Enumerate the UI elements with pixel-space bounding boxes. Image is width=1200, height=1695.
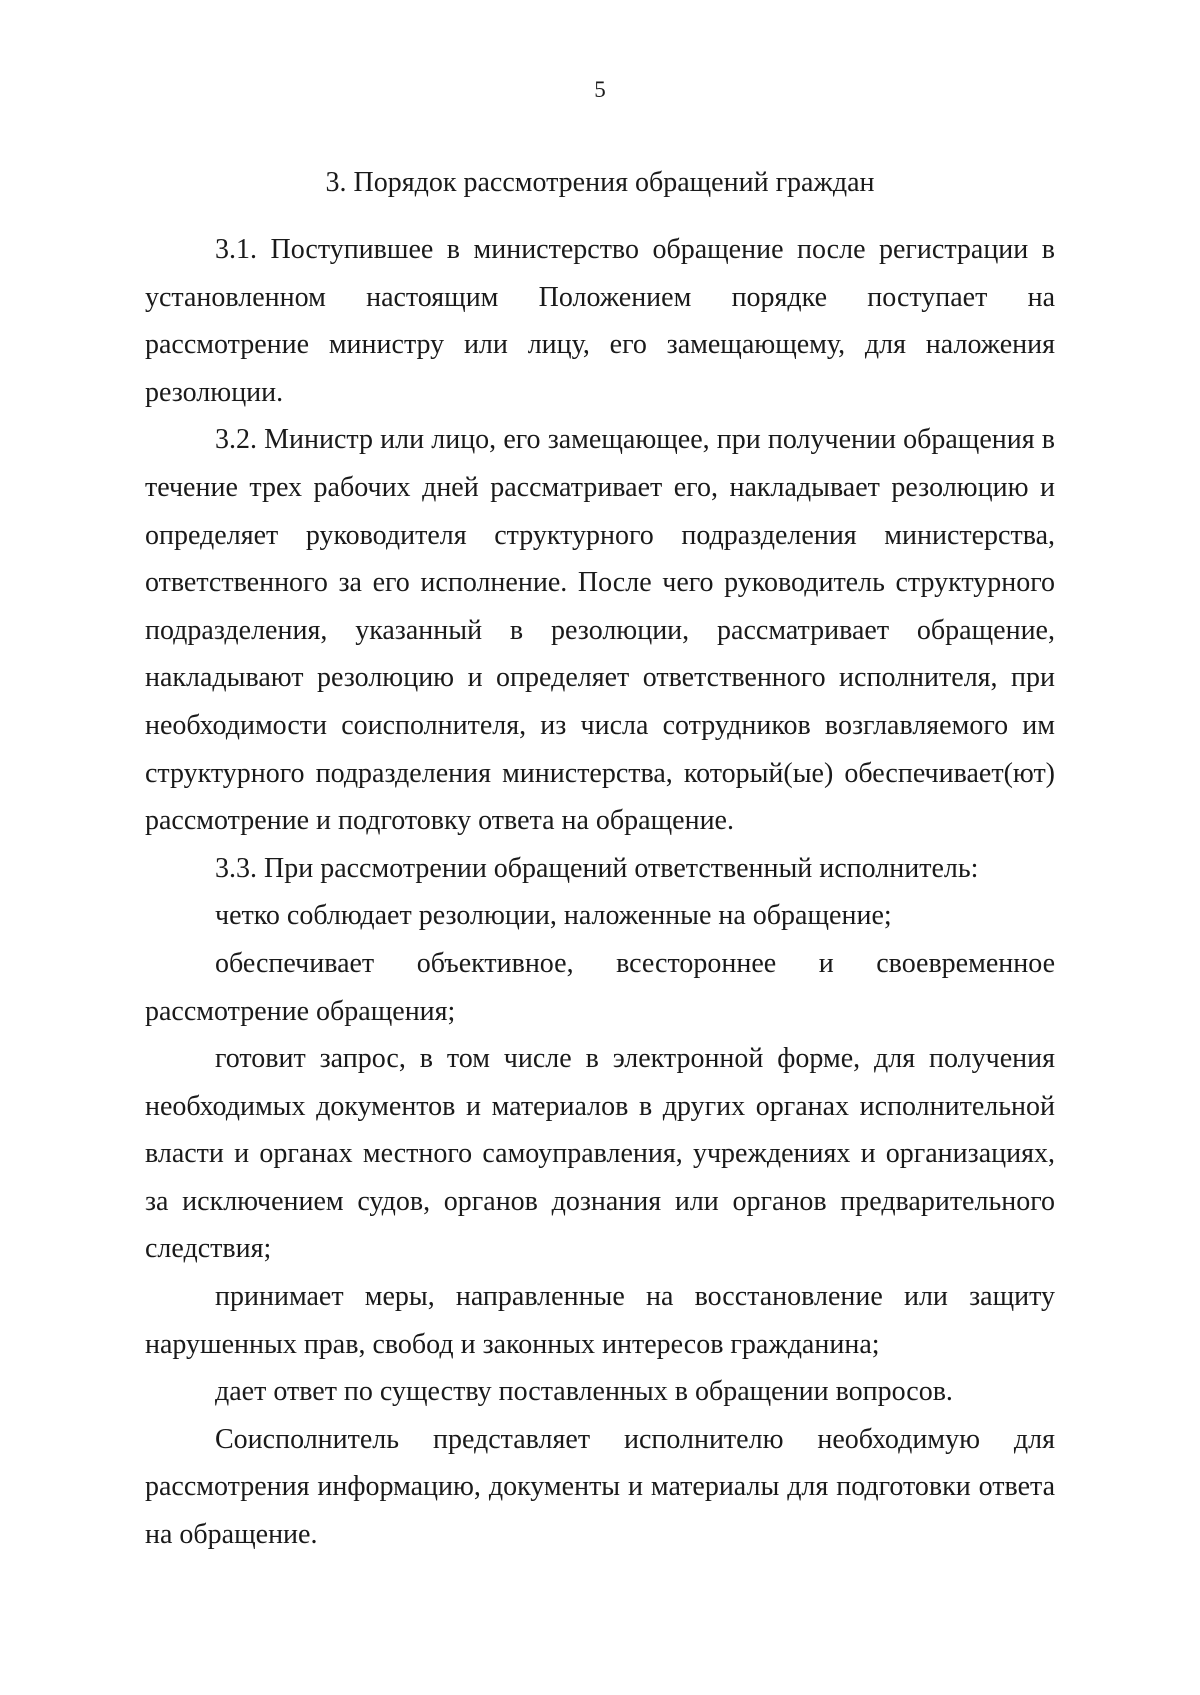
- paragraph-3-1: 3.1. Поступившее в министерство обращение после регистрации в установленном настоящим Положением порядке поступает на рассмотрение министру или лицу, его замещающему, для наложения резолюции.: [145, 234, 1055, 408]
- paragraph-co-executor: Соисполнитель представляет исполнителю необходимую для рассмотрения информацию, документы и материалы для подготовки ответа на обращение.: [145, 1423, 1055, 1551]
- list-item-objective-review: обеспечивает объективное, всестороннее и своевременное рассмотрение обращения;: [145, 947, 1055, 1027]
- list-item-prepare-request: готовит запрос, в том числе в электронной форме, для получения необходимых документов и материалов в других органах исполнительной власти и органах местного самоуправления, учреждениях и организациях, за исключением судов, органов дознания или органов предварительного следствия;: [145, 1043, 1055, 1265]
- paragraph-3-3: 3.3. При рассмотрении обращений ответственный исполнитель:: [215, 852, 979, 884]
- list-item-follow-resolutions: четко соблюдает резолюции, наложенные на обращение;: [215, 900, 892, 932]
- paragraph-3-2: 3.2. Министр или лицо, его замещающее, при получении обращения в течение трех рабочих дней рассматривает его, накладывает резолюцию и определяет руководителя структурного подразделения министерства, ответственного за его исполнение. После чего руководитель структурного подразделения, указанный в резолюции, рассматривает обращение, накладывают резолюцию и определяет ответственного исполнителя, при необходимости соисполнителя, из числа сотрудников возглавляемого им структурного подразделения министерства, который(ые) обеспечивает(ют) рассмотрение и подготовку ответа на обращение.: [145, 424, 1055, 837]
- list-item-restore-rights: принимает меры, направленные на восстановление или защиту нарушенных прав, свобод и законных интересов гражданина;: [145, 1281, 1055, 1360]
- section-heading: 3. Порядок рассмотрения обращений граждан: [325, 167, 875, 198]
- page-number: 5: [594, 77, 606, 102]
- list-item-give-answer: дает ответ по существу поставленных в обращении вопросов.: [215, 1376, 953, 1408]
- document-body: [145, 226, 1055, 1559]
